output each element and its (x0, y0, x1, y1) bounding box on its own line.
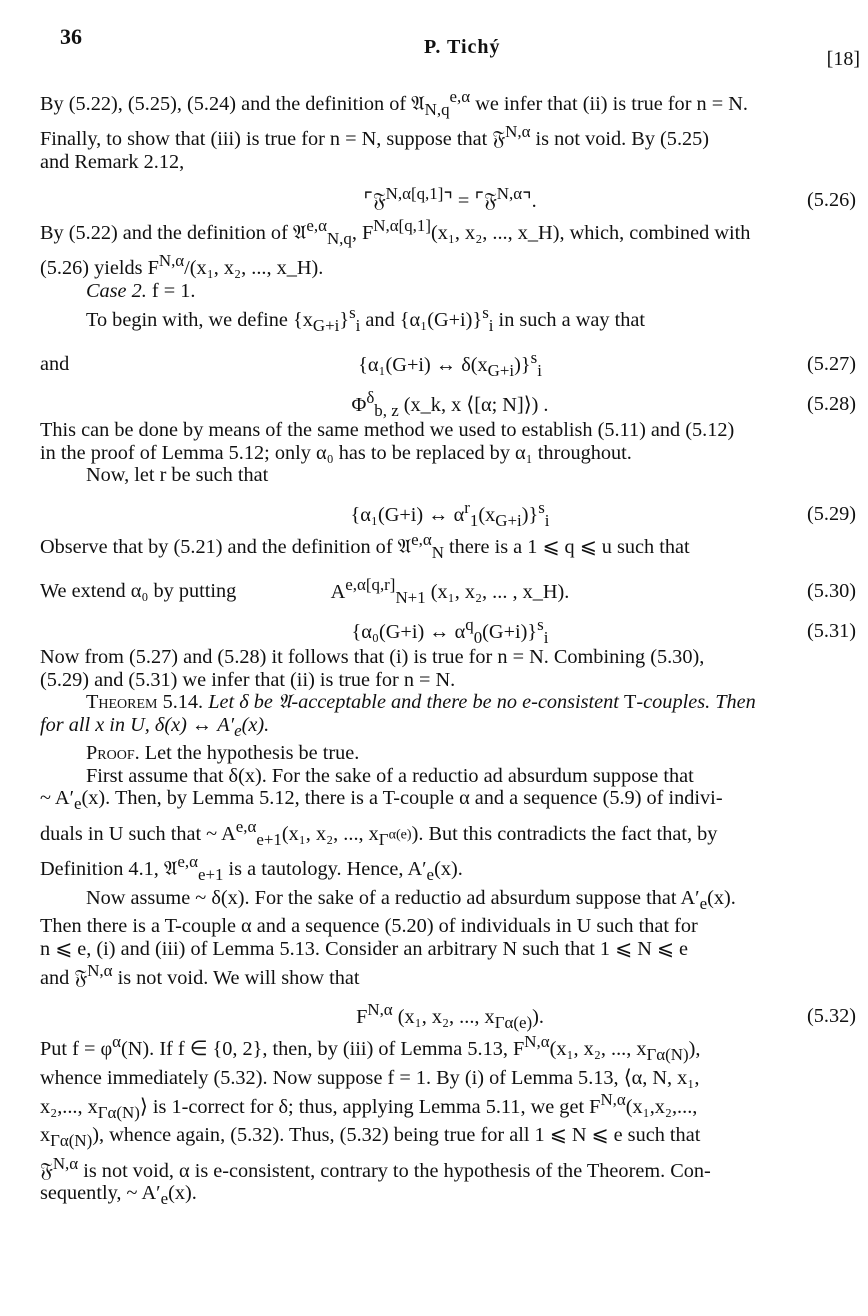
text-line: This can be done by means of the same method we used to establish (5.11) and (5.12) (40, 419, 735, 442)
text-line: duals in U such that ~ $A^{e,\alpha}_{e+1}(x_1$, x₂, ..., $x_{\Gamma^{\alpha(e)}}$). But this contradicts the fact that, by (40, 816, 718, 849)
equation-5-28: $\Phi^\delta_{b, z}$ (x_k, x ⟨[α; N]⟩) . (5.28) (351, 388, 856, 421)
author-name: P. Tichý (424, 36, 501, 58)
text-line: Put $f = \varphi^\alpha(N)$. If f ∈ {0, 2}, then, by (iii) of Lemma 5.13, $F^{N,\alpha}(x_1$, x₂, ..., $x_{\Gamma\alpha(N)}$), (40, 1032, 701, 1065)
equation-number: (5.31) (807, 620, 856, 643)
text-line: Now from (5.27) and (5.28) it follows that (i) is true for n = N. Combining (5.30), (40, 646, 705, 669)
text-line: and Remark 2.12, (40, 150, 185, 173)
text-line: and 𝔉$^{N,\alpha}$ is not void. We will show that (40, 961, 360, 989)
proof-heading: Proof. Let the hypothesis be true. (86, 742, 360, 765)
text-line: Definition 4.1, 𝔄$^{e,\alpha}_{e+1}$ is a tautology. Hence, $A'_e(x)$. (40, 852, 463, 884)
equation-number: (5.29) (807, 502, 856, 525)
equation-number: (5.30) (807, 580, 856, 603)
equation-5-31: {α₀(G+i) ↔ $\alpha^q_0(G+i)\}^s_i$ (5.31) (351, 615, 856, 648)
text-line: Now, let r be such that (86, 464, 269, 487)
text-line: x₂,..., $x_{\Gamma\alpha(N)}⟩$ is 1-correct for δ; thus, applying Lemma 5.11, we get $F^{N,\alpha}(x_1,x_2$,..., (40, 1090, 698, 1122)
equation-number: (5.32) (807, 1005, 856, 1028)
text-line: Observe that by (5.21) and the definition of 𝔄$^{e,\alpha}_N$ there is a 1 ⩽ q ⩽ u such that (40, 529, 690, 562)
text-line: whence immediately (5.32). Now suppose f = 1. By (i) of Lemma 5.13, ⟨α, N, x₁, (40, 1066, 700, 1089)
theorem-statement: for all x in U, δ(x) ↔ $A'_e(x)$. (40, 713, 270, 740)
text-line: 𝔉$^{N,\alpha}$ is not void, α is e-consistent, contrary to the hypothesis of the Theorem. Con- (40, 1153, 711, 1182)
text-line: sequently, ~ $A'_e(x)$. (40, 1182, 197, 1209)
equation-5-26: ⌜𝔉$^{N,\alpha[q,1]}$⌝ = ⌜𝔉$^{N,\alpha}$⌝. (5.26) (363, 184, 856, 212)
text-line: By (5.22), (5.25), (5.24) and the definition of 𝔄$_{N,q}^{e,\alpha}$ we infer that (ii) is true for n = N. (40, 87, 748, 119)
page-number: 36 (60, 24, 82, 49)
text-line: in the proof of Lemma 5.12; only α₀ has to be replaced by α₁ throughout. (40, 441, 632, 464)
reference-number: [18] (826, 48, 860, 70)
equation-5-30: We extend α₀ by putting $A^{e,\alpha[q,r]}_{N+1}$ (x₁, x₂, ... , x_H). (5.30) (40, 575, 856, 608)
text-line: First assume that δ(x). For the sake of a reductio ad absurdum suppose that (86, 764, 694, 787)
text-line: ~ $A'_e(x)$. Then, by Lemma 5.12, there is a T-couple α and a sequence (5.9) of indivi- (40, 787, 723, 814)
equation-number: (5.27) (807, 353, 856, 376)
text-line: $x_{\Gamma\alpha(N)}$), whence again, (5.32). Thus, (5.32) being true for all 1 ⩽ N ⩽ e such that (40, 1124, 701, 1151)
equation-5-32: $F^{N,\alpha}$ (x₁, x₂, ..., $x_{\Gamma\alpha(e)}$). (5.32) (356, 1000, 856, 1033)
text-line: To begin with, we define $\{x_{G+i}\}^s_i$ and $\{\alpha_1(G+i)\}^s_i$ in such a way that (86, 303, 645, 335)
body-text (40, 86, 860, 1211)
running-header (60, 24, 860, 74)
equation-number: (5.28) (807, 393, 856, 416)
text-line: Finally, to show that (iii) is true for n = N, suppose that 𝔉$^{N,\alpha}$ is not void. By (5.25) (40, 122, 710, 151)
text-line: Now assume ~ δ(x). For the sake of a reductio ad absurdum suppose that $A'_e(x)$. (86, 886, 736, 913)
text-line: n ⩽ e, (i) and (iii) of Lemma 5.13. Consider an arbitrary N such that 1 ⩽ N ⩽ e (40, 937, 688, 960)
equation-5-29: {α₁(G+i) ↔ $\alpha^r_1(x_{G+i})\}^s_i$ (5.29) (350, 497, 856, 530)
case-heading: Case 2. f = 1. (86, 279, 196, 302)
text-line: Then there is a T-couple α and a sequence (5.20) of individuals in U such that for (40, 915, 698, 938)
text-line: (5.29) and (5.31) we infer that (ii) is true for n = N. (40, 668, 456, 691)
text-line: (5.26) yields $F^{N,\alpha}/(x_1$, x₂, ..., x_H). (40, 251, 324, 280)
equation-number: (5.26) (807, 189, 856, 212)
text-line: By (5.22) and the definition of 𝔄$^{e,\alpha}_{N,q}$, $F^{N,\alpha[q,1]}(x_1$, x₂, ..., x_H), which, combined with (40, 216, 751, 248)
theorem-statement: Theorem 5.14. Let δ be 𝔄-acceptable and there be no e-consistent T-couples. Then (86, 691, 756, 714)
equation-5-27: and {α₁(G+i) ↔ $\delta(x_{G+i})\}^s_i$ (5.27) (40, 348, 856, 381)
